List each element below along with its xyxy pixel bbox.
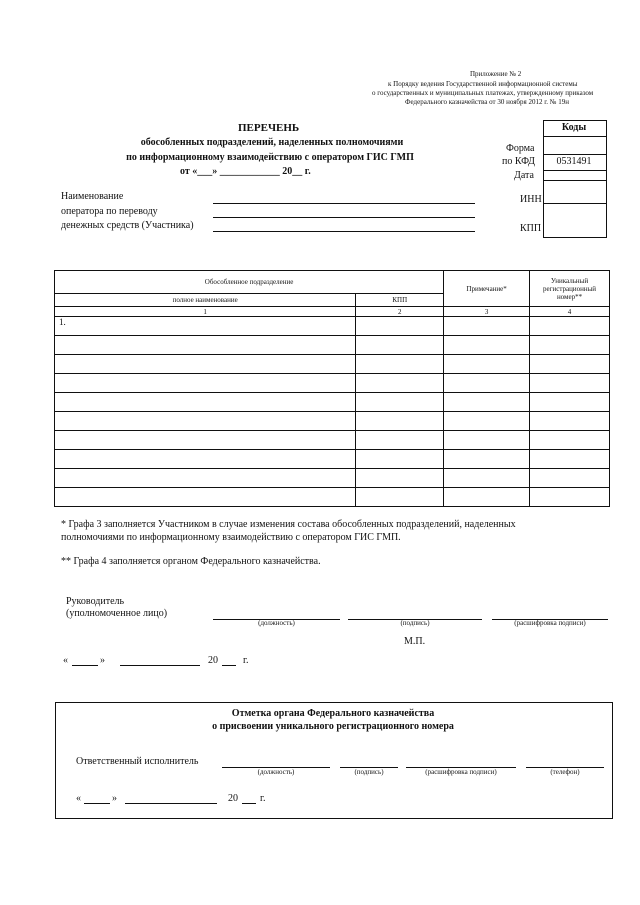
table-row[interactable] — [55, 450, 610, 469]
table-row[interactable] — [55, 412, 610, 431]
head-signature-caption: (подпись) — [400, 619, 430, 627]
executor-phone-caption: (телефон) — [550, 768, 580, 776]
table-row[interactable] — [55, 469, 610, 488]
row-index: 1. — [55, 317, 356, 336]
title-line-2: по информационному взаимодействию с оператором ГИС ГМП — [126, 152, 414, 163]
table-row[interactable] — [55, 431, 610, 450]
executor-label: Ответственный исполнитель — [76, 756, 199, 767]
head-role-sublabel: (уполномоченное лицо) — [66, 608, 168, 619]
subdivisions-table — [54, 270, 610, 507]
operator-label-3: денежных средств (Участника) — [61, 220, 194, 231]
seal-label: М.П. — [404, 636, 426, 647]
col-num-3: 3 — [444, 307, 530, 317]
treasury-date-year-suffix: г. — [260, 793, 266, 804]
operator-label-2: оператора по переводу — [61, 206, 158, 217]
inn-label: ИНН — [520, 194, 542, 205]
date-day-field[interactable] — [72, 665, 98, 666]
appendix-number: Приложение № 2 — [470, 70, 522, 78]
treasury-date-quote-close: » — [112, 793, 117, 804]
executor-decoding-caption: (расшифровка подписи) — [425, 768, 497, 776]
date-year-suffix: г. — [243, 655, 249, 666]
executor-position-caption: (должность) — [257, 768, 295, 776]
operator-label-1: Наименование — [61, 191, 124, 202]
header-unique-1: Уникальный — [550, 276, 589, 285]
date-quote-close: » — [100, 655, 105, 666]
header-unique-number — [530, 271, 610, 307]
table-row[interactable] — [55, 488, 610, 507]
title-line-1: обособленных подразделений, наделенных полномочиями — [140, 137, 404, 148]
col-num-4: 4 — [530, 307, 610, 317]
codes-header: Коды — [561, 122, 587, 133]
treasury-date-day-field[interactable] — [84, 803, 110, 804]
kpp-label: КПП — [520, 223, 542, 234]
kfd-value: 0531491 — [556, 156, 592, 167]
treasury-date-year-field[interactable] — [242, 803, 256, 804]
forma-label: Форма — [506, 143, 535, 154]
treasury-title-1: Отметка органа Федерального казначейства — [231, 708, 435, 719]
date-quote-open: « — [63, 655, 68, 666]
appendix-line-3: о государственных и муниципальных платежах, утвержденному приказом — [372, 89, 594, 97]
treasury-title-2: о присвоении уникального регистрационного номера — [212, 721, 454, 732]
head-role-label: Руководитель — [66, 596, 125, 607]
treasury-date-month-field[interactable] — [125, 803, 217, 804]
table-row[interactable] — [55, 355, 610, 374]
appendix-line-4: Федерального казначейства от 30 ноября 2012 г. № 19н — [405, 98, 569, 106]
executor-signature-caption: (подпись) — [354, 768, 384, 776]
table-row[interactable] — [55, 336, 610, 355]
operator-name-field-2[interactable] — [213, 217, 475, 218]
treasury-date-year-prefix: 20 — [228, 793, 238, 804]
title-date: от «___» ____________ 20__ г. — [180, 166, 311, 177]
header-fullname: полное наименование — [55, 294, 356, 307]
date-label: Дата — [514, 170, 534, 181]
footnote-1-line-1: * Графа 3 заполняется Участником в случае изменения состава обособленных подразделений, наделенных — [61, 519, 516, 530]
table-row[interactable] — [55, 317, 610, 336]
footnote-2: ** Графа 4 заполняется органом Федерального казначейства. — [61, 556, 321, 567]
header-unique-2: регистрационный — [543, 284, 597, 293]
header-unique-3: номер** — [556, 292, 583, 301]
table-row[interactable] — [55, 393, 610, 412]
head-position-caption: (должность) — [258, 619, 295, 627]
col-num-2: 2 — [356, 307, 444, 317]
head-decoding-caption: (расшифровка подписи) — [514, 619, 586, 627]
date-month-field[interactable] — [120, 665, 200, 666]
header-note: Примечание* — [444, 271, 530, 307]
operator-name-field-3[interactable] — [213, 231, 475, 232]
footnote-1-line-2: полномочиями по информационному взаимодействию с оператором ГИС ГМП. — [61, 532, 401, 543]
operator-name-field-1[interactable] — [213, 203, 475, 204]
table-row[interactable] — [55, 374, 610, 393]
treasury-date-quote-open: « — [76, 793, 81, 804]
document-title: ПЕРЕЧЕНЬ — [238, 122, 300, 134]
kfd-label: по КФД — [502, 156, 535, 167]
date-year-prefix: 20 — [208, 655, 218, 666]
header-subdivision: Обособленное подразделение — [55, 271, 444, 294]
date-year-field[interactable] — [222, 665, 236, 666]
codes-box — [543, 120, 607, 238]
header-kpp: КПП — [356, 294, 444, 307]
appendix-line-2: к Порядку ведения Государственной информационной системы — [388, 80, 578, 88]
col-num-1: 1 — [55, 307, 356, 317]
